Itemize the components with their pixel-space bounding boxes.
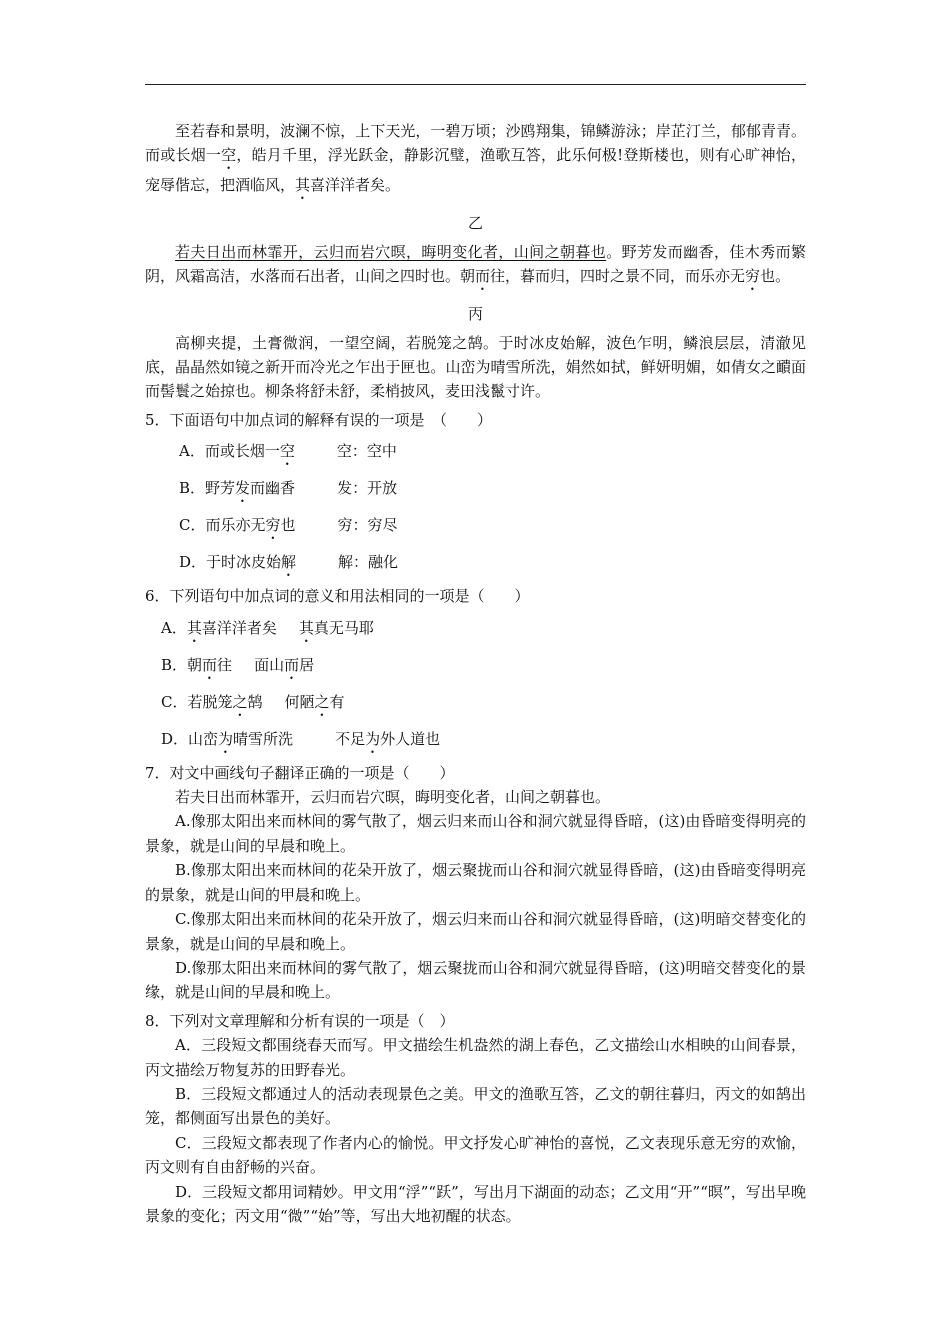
text: 至若春和景明，波澜不惊，上下天光，一碧万顷；沙鸥翔集，锦鳞游泳；岸芷汀兰，郁郁青青。而或长烟一 bbox=[145, 122, 806, 165]
text: 晴雪所洗 bbox=[233, 729, 294, 748]
text: 有 bbox=[329, 692, 345, 711]
dotted-word: 穷 bbox=[745, 267, 761, 286]
text: A． bbox=[161, 618, 187, 637]
text: ，皓月千里，浮光跃金，静影沉璧，渔歌互答，此乐何极!登斯楼也，则有心旷神怡，宠辱偕忘，把酒临风， bbox=[145, 146, 806, 195]
text: 面山 bbox=[254, 655, 285, 674]
dotted-word: 解 bbox=[281, 553, 297, 572]
q8-option-a: A．三段短文都围绕春天而写。甲文描绘生机盎然的湖上春色，乙文描绘山水相映的山间春景，丙文描绘万物复苏的田野春光。 bbox=[145, 1036, 806, 1079]
text: D．于时冰皮始 bbox=[179, 553, 282, 572]
dotted-word: 而 bbox=[202, 655, 218, 674]
underlined-sentence: 若夫日出而林霏开，云归而岩穴暝，晦明变化者，山间之朝暮也 bbox=[175, 242, 607, 261]
text: 。野芳发而幽香，佳木秀而繁阴，风霜高洁，水落而石出者，山间之四时也。朝 bbox=[145, 242, 806, 286]
question-5-stem: 5．下面语句中加点词的解释有误的一项是 （ ） bbox=[145, 410, 493, 429]
dotted-word: 其 bbox=[298, 618, 314, 637]
passage-bing-title: 丙 bbox=[467, 305, 483, 324]
text: B．朝 bbox=[161, 655, 203, 674]
text: 解：融化 bbox=[338, 553, 399, 572]
question-7-stem: 7．对文中画线句子翻译正确的一项是（ ） bbox=[145, 763, 455, 782]
dotted-word: 为 bbox=[218, 729, 234, 748]
text: 往 bbox=[217, 655, 233, 674]
q5-option-a bbox=[145, 439, 806, 469]
q5-option-b bbox=[145, 476, 806, 506]
text: 发：开放 bbox=[337, 479, 398, 498]
text: 鹄 bbox=[247, 692, 263, 711]
q6-option-b bbox=[145, 653, 806, 683]
dotted-word: 之 bbox=[314, 692, 330, 711]
q5-option-c bbox=[145, 513, 806, 543]
text: 何陋 bbox=[284, 692, 315, 711]
text: 空：空中 bbox=[336, 442, 397, 461]
q7-option-d: D.像那太阳出来而林间的雾气散了，烟云聚拢而山谷和洞穴就显得昏暗，(这)明暗交替变化的景缘，就是山间的早晨和晚上。 bbox=[145, 958, 806, 1002]
text: B．野芳 bbox=[179, 479, 236, 498]
text: 而幽香 bbox=[250, 479, 296, 498]
q6-option-c bbox=[145, 690, 806, 720]
dotted-word: 穷 bbox=[265, 516, 281, 535]
passage-bing: 高柳夹提，土膏微润，一望空阔，若脱笼之鹄。于时冰皮始解，波色乍明，鳞浪层层，清澈见底，晶晶然如镜之新开而冷光之乍出于匣也。山峦为晴雪所洗，娟然如拭，鲜妍明媚，如倩女之靧面而髻鬟之始掠也。柳条将舒未舒，柔梢披风，麦田浅鬣寸许。 bbox=[145, 333, 806, 401]
dotted-word: 而 bbox=[475, 267, 491, 286]
text: 居 bbox=[299, 655, 315, 674]
dotted-word: 发 bbox=[235, 479, 251, 498]
q7-option-a: A.像那太阳出来而林间的雾气散了，烟云归来而山谷和洞穴就显得昏暗，(这)由昏暗变得明亮的景象，就是山间的早晨和晚上。 bbox=[145, 812, 806, 855]
text: 也 bbox=[280, 516, 296, 535]
dotted-word: 之 bbox=[232, 692, 248, 711]
question-6-stem: 6．下列语句中加点词的意义和用法相同的一项是（ ） bbox=[145, 587, 530, 606]
text: 喜洋洋者矣。 bbox=[310, 176, 401, 195]
header-rule bbox=[145, 84, 806, 85]
text: A．而或长烟一 bbox=[179, 442, 280, 461]
dotted-word: 为 bbox=[365, 729, 381, 748]
passage-yi-title: 乙 bbox=[467, 214, 483, 233]
text: D．山峦 bbox=[161, 729, 219, 748]
text: C．若脱笼 bbox=[161, 692, 233, 711]
q7-option-b: B.像那太阳出来而林间的花朵开放了，烟云聚拢而山谷和洞穴就显得昏暗，(这)由昏暗变得明亮的景象，就是山间的甲晨和晚上。 bbox=[145, 861, 806, 904]
q8-option-b: B．三段短文都通过人的活动表现景色之美。甲文的渔歌互答，乙文的朝往暮归，丙文的如鹄出笼，都侧面写出景色的美好。 bbox=[145, 1084, 806, 1128]
text: C．而乐亦无 bbox=[179, 516, 266, 535]
q5-option-d bbox=[145, 550, 806, 580]
q7-option-c: C.像那太阳出来而林间的花朵开放了，烟云归来而山谷和洞穴就显得昏暗，(这)明暗交替变化的景象，就是山间的早晨和晚上。 bbox=[145, 910, 806, 953]
q8-option-d: D．三段短文都用词精妙。甲文用“浮”“跃”，写出月下湖面的动态；乙文用“开”“暝”，写出早晚景象的变化；丙文用“微”“始”等，写出大地初醒的状态。 bbox=[145, 1182, 806, 1225]
dotted-word: 空 bbox=[279, 442, 295, 461]
dotted-word: 其 bbox=[295, 176, 311, 195]
text: 不足 bbox=[335, 729, 366, 748]
q7-sentence: 若夫日出而林霏开，云归而岩穴暝，晦明变化者，山间之朝暮也。 bbox=[175, 788, 611, 807]
text: 外人道也 bbox=[380, 729, 441, 748]
text: 也。 bbox=[760, 267, 791, 286]
passage-jia bbox=[145, 119, 806, 203]
q8-option-c: C．三段短文都表现了作者内心的愉悦。甲文抒发心旷神怡的喜悦，乙文表现乐意无穷的欢愉，丙文则有自由舒畅的兴奋。 bbox=[145, 1133, 806, 1177]
dotted-word: 而 bbox=[284, 655, 300, 674]
dotted-word: 空 bbox=[221, 146, 237, 165]
text: 喜洋洋者矣 bbox=[201, 618, 277, 637]
text: 穷：穷尽 bbox=[337, 516, 398, 535]
dotted-word: 其 bbox=[186, 618, 202, 637]
text: 往，暮而归，四时之景不同，而乐亦无 bbox=[490, 267, 746, 286]
question-8-stem: 8．下列对文章理解和分析有误的一项是（ ） bbox=[145, 1011, 455, 1030]
text: 真无马耶 bbox=[313, 618, 374, 637]
q6-option-a bbox=[145, 616, 806, 646]
passage-yi bbox=[145, 240, 806, 294]
q6-option-d bbox=[145, 727, 806, 757]
document-page bbox=[145, 119, 806, 1228]
